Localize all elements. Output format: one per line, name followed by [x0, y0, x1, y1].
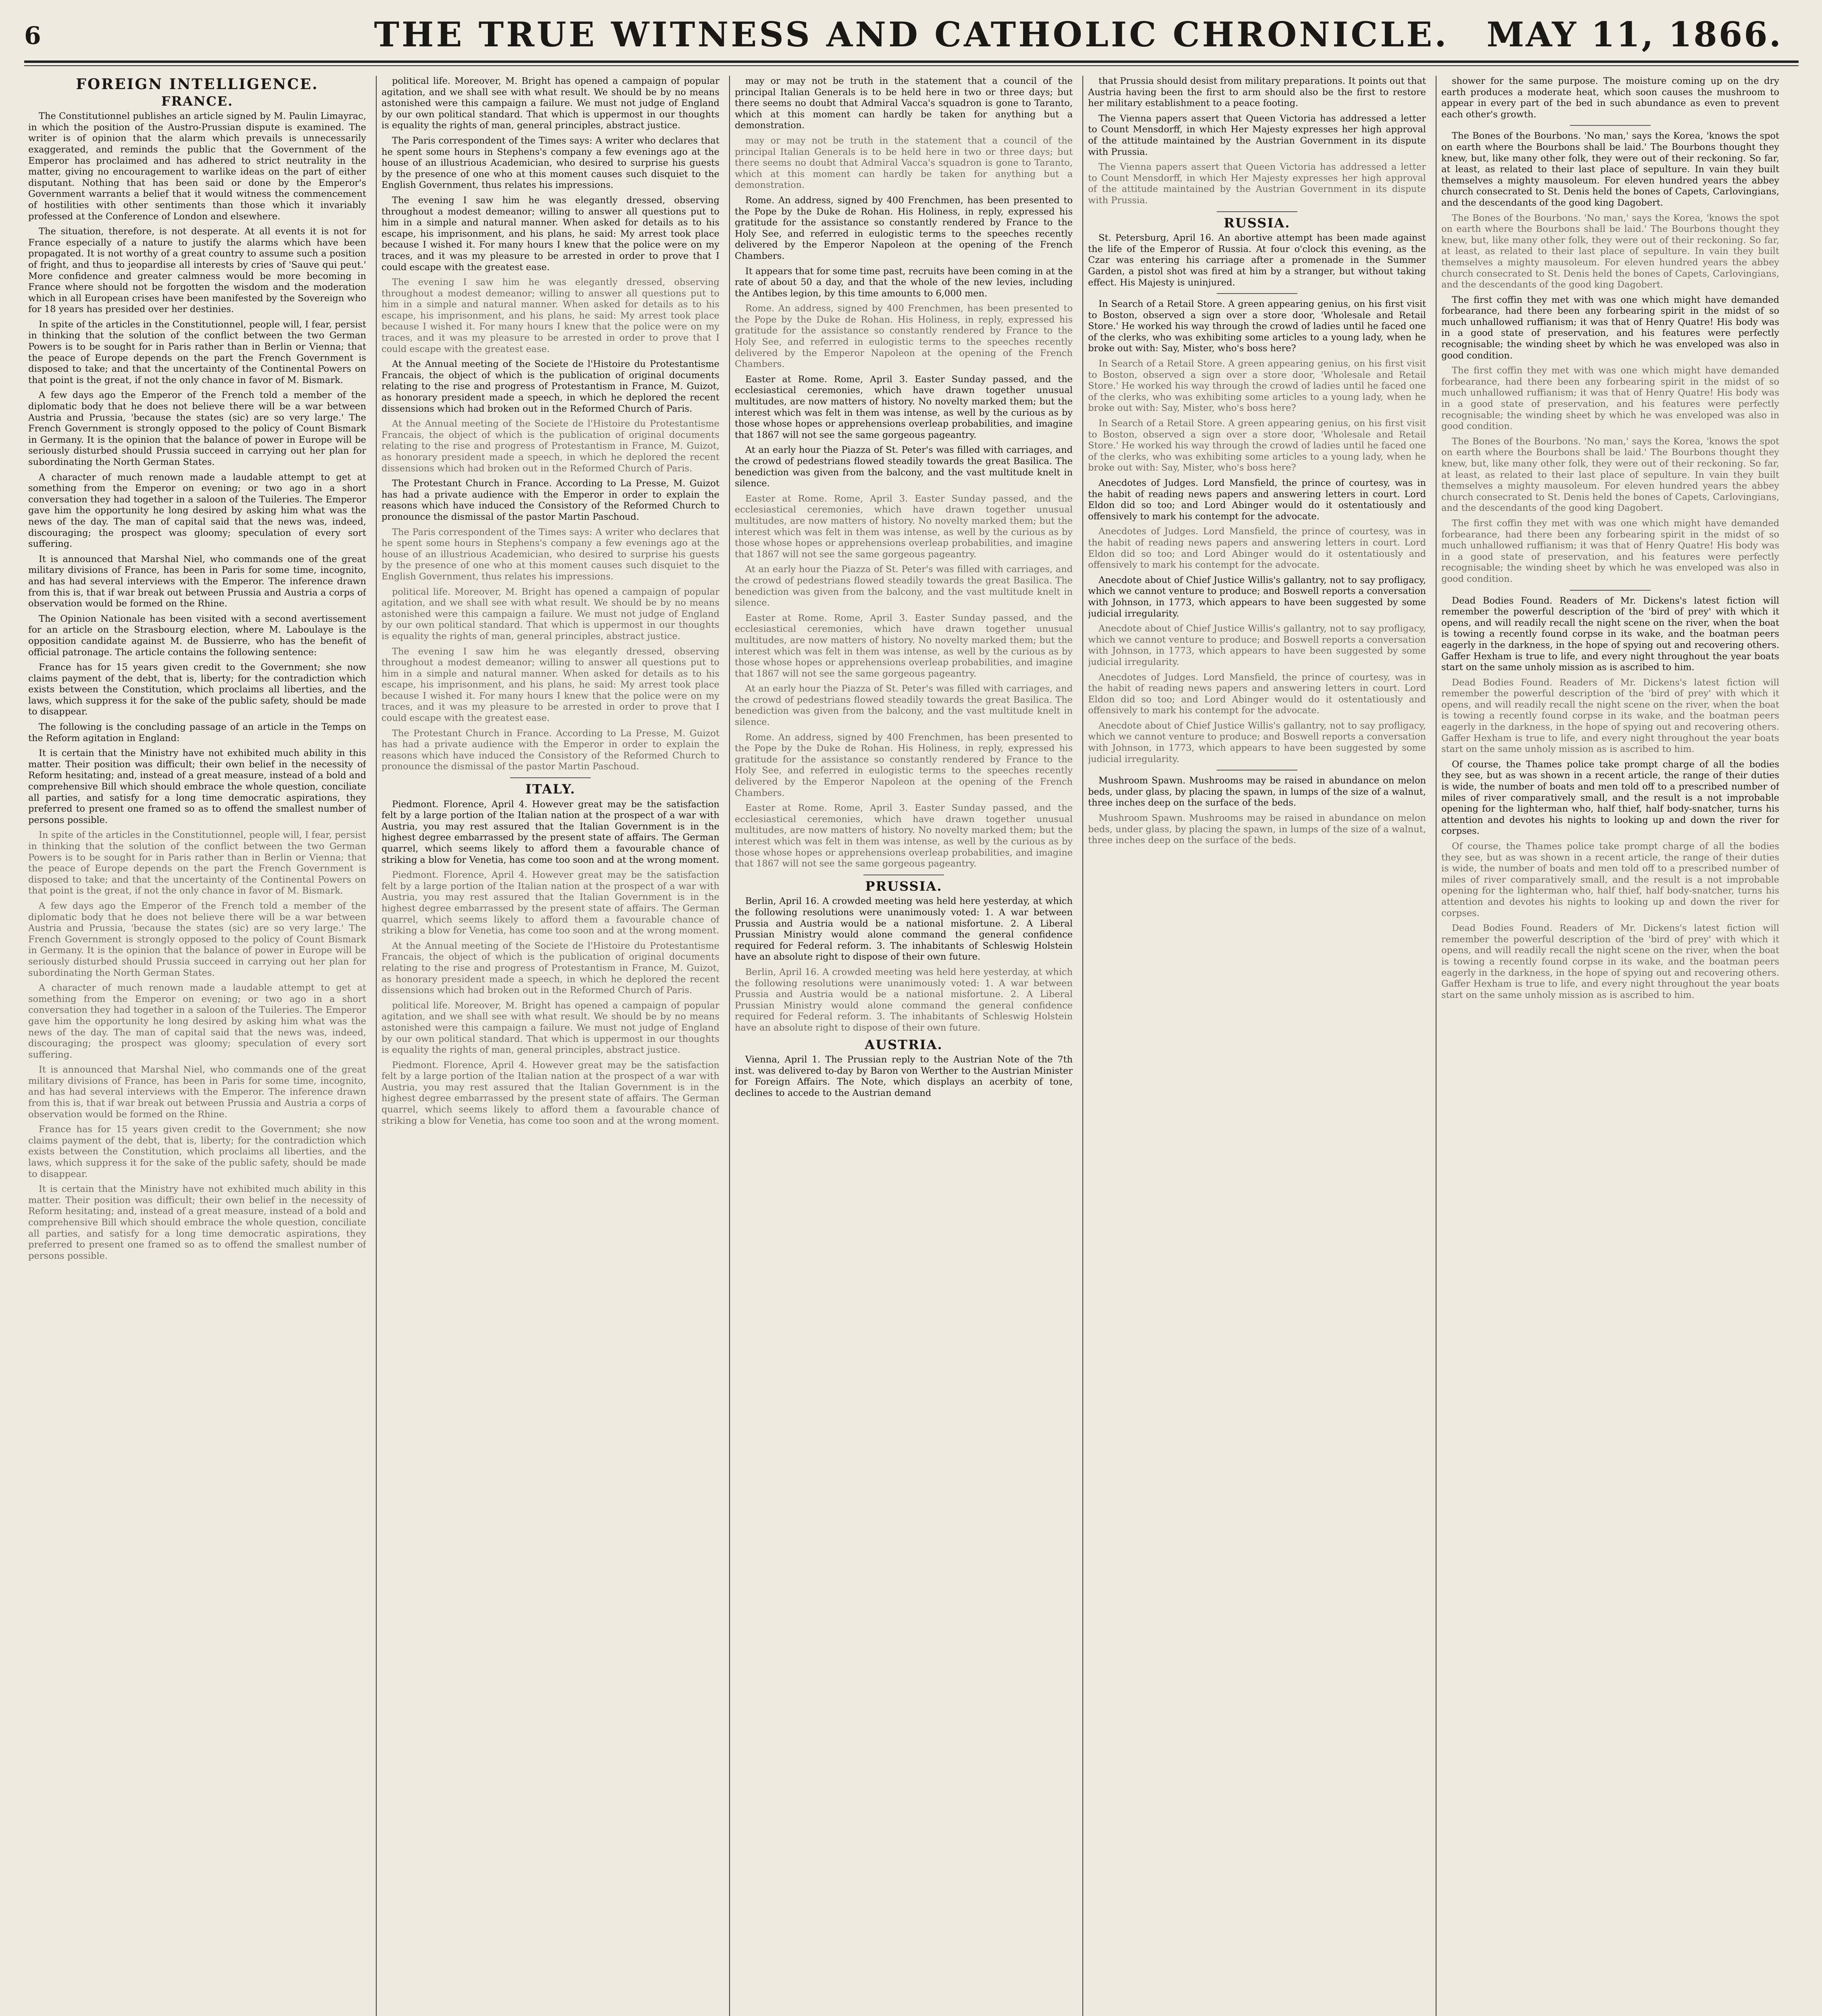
article-paragraph: In Search of a Retail Store. A green appearing genius, on his first visit to Boston, observed a sign over a store door, 'Wholesale and Retail Store.' He worked his way through the crowd of ladies until he faced one of the clerks, who was exhibiting some articles to a young lady, when he broke out with: Say, Mister, who's boss here? — [1088, 299, 1426, 354]
article-paragraph: Piedmont. Florence, April 4. However great may be the satisfaction felt by a large portion of the Italian nation at the prospect of a war with Austria, you may rest assured that the Italian Government is in the highest degree embarrassed by the present state of affairs. The German quarrel, which seems likely to afford them a favourable chance of striking a blow for Venetia, has come too soon and at the wrong moment. — [381, 799, 719, 865]
issue-date: MAY 11, 1866. — [1486, 15, 1782, 54]
article-paragraph-continuation: Anecdote about of Chief Justice Willis's gallantry, not to say profligacy, which we cannot venture to produce; and Boswell reports a conversation with Johnson, in 1773, which appears to have been suggested by some judicial irregularity. — [1088, 623, 1426, 667]
article-paragraph-continuation: It is certain that the Ministry have not exhibited much ability in this matter. Their position was difficult; their own belief in the necessity of Reform hesitating; and, instead of a great measure, instead of a bold and comprehensive Bill which should embrace the whole question, conciliate all parties, and satisfy for a long time democratic aspirations, they preferred to present one framed so as to offend the smallest number of persons possible. — [28, 1184, 366, 1261]
article-separator — [1217, 211, 1297, 212]
article-paragraph: It appears that for some time past, recruits have been coming in at the rate of about 50 a day, and that the whole of the new levies, including the Antibes legion, by this time amounts to 6,000 men. — [735, 266, 1073, 299]
article-paragraph-continuation: The first coffin they met with was one which might have demanded forbearance, had there been any forbearing spirit in the midst of so much unhallowed ruffianism; it was that of Henry Quatre! His body was in a good state of preservation, and his features were perfectly recognisable; the winding sheet by which he was enveloped was also in good condition. — [1441, 518, 1779, 584]
article-paragraph-continuation: At an early hour the Piazza of St. Peter's was filled with carriages, and the crowd of pedestrians flowed steadily towards the great Basilica. The benediction was given from the balcony, and the vast multitude knelt in silence. — [735, 683, 1073, 728]
article-paragraph-continuation: In Search of a Retail Store. A green appearing genius, on his first visit to Boston, observed a sign over a store door, 'Wholesale and Retail Store.' He worked his way through the crowd of ladies until he faced one of the clerks, who was exhibiting some articles to a young lady, when he broke out with: Say, Mister, who's boss here? — [1088, 418, 1426, 473]
article-paragraph: At an early hour the Piazza of St. Peter's was filled with carriages, and the crowd of pedestrians flowed steadily towards the great Basilica. The benediction was given from the balcony, and the vast multitude knelt in silence. — [735, 445, 1073, 489]
article-paragraph: A character of much renown made a laudable attempt to get at something from the Emperor on evening; or two ago in a short conversation they had together in a saloon of the Tuileries. The Emperor gave him the opportunity he long desired by asking him what was the news of the day. The man of capital said that the news was, indeed, discouraging; the prospect was gloomy; speculation of every sort suffering. — [28, 472, 366, 550]
masthead — [24, 12, 1799, 56]
article-paragraph: Anecdote about of Chief Justice Willis's gallantry, not to say profligacy, which we cannot venture to produce; and Boswell reports a conversation with Johnson, in 1773, which appears to have been suggested by some judicial irregularity. — [1088, 575, 1426, 619]
article-paragraph: The situation, therefore, is not desperate. At all events it is not for France especially of a nature to justify the alarms which have been propagated. It is not worthy of a great country to assume such a position of fright, and thus to jeopardise all interests by cries of 'Sauve qui peut.' More confidence and greater calmness would be more becoming in France where should not be forgotten the wisdom and the moderation which in all European crises have been manifested by the Sovereign who for 18 years has presided over her destinies. — [28, 226, 366, 315]
section-heading-russia: RUSSIA. — [1224, 215, 1290, 231]
article-paragraph-continuation: Berlin, April 16. A crowded meeting was held here yesterday, at which the following resolutions were unanimously voted: 1. A war between Prussia and Austria would be a national misfortune. 2. A Liberal Prussian Ministry would alone command the general confidence required for Federal reform. 3. The inhabitants of Schleswig Holstein have an absolute right to dispose of their own future. — [735, 966, 1073, 1033]
article-paragraph-continuation: At the Annual meeting of the Societe de l'Histoire du Protestantisme Francais, the object of which is the publication of original documents relating to the rise and progress of Protestantism in France, M. Guizot, as honorary president made a speech, in which he deplored the recent dissensions which had broken out in the Reformed Church of Paris. — [381, 940, 719, 996]
article-paragraph: Vienna, April 1. The Prussian reply to the Austrian Note of the 7th inst. was delivered to-day by Baron von Werther to the Austrian Minister for Foreign Affairs. The Note, which displays an acerbity of tone, declines to accede to the Austrian demand — [735, 1054, 1073, 1098]
article-paragraph-continuation: The evening I saw him he was elegantly dressed, observing throughout a modest demeanor; willing to answer all questions put to him in a simple and natural manner. When asked for details as to his escape, his imprisonment, and his plans, he said: My arrest took place because I wished it. For many hours I knew that the police were on my traces, and it was my pleasure to be arrested in order to prove that I could escape with the greatest ease. — [381, 646, 719, 724]
article-paragraph: Mushroom Spawn. Mushrooms may be raised in abundance on melon beds, under glass, by placing the spawn, in lumps of the size of a walnut, three inches deep on the surface of the beds. — [1088, 775, 1426, 808]
masthead-rule-bottom — [24, 65, 1799, 66]
article-paragraph-continuation: The Paris correspondent of the Times says: A writer who declares that he spent some hours in Stephens's company a few evenings ago at the house of an illustrious Academician, who desired to surprise his guests by the presence of one who at this moment causes such disquiet to the English Government, thus relates his impressions. — [381, 527, 719, 582]
article-separator — [510, 777, 591, 778]
article-paragraph: The evening I saw him he was elegantly dressed, observing throughout a modest demeanor; willing to answer all questions put to him in a simple and natural manner. When asked for details as to his escape, his imprisonment, and his plans, he said: My arrest took place because I wished it. For many hours I knew that the police were on my traces, and it was my pleasure to be arrested in order to prove that I could escape with the greatest ease. — [381, 195, 719, 273]
article-paragraph-continuation: In spite of the articles in the Constitutionnel, people will, I fear, persist in thinking that the solution of the conflict between the two German Powers is to be sought for in Paris rather than in Berlin or Vienna; that the peace of Europe depends on the part the French Government is disposed to take; and that the uncertainty of the Continental Powers on that point is the great, if not the only chance in favor of M. Bismark. — [28, 830, 366, 896]
article-paragraph-continuation: France has for 15 years given credit to the Government; she now claims payment of the debt, that is, liberty; for the contradiction which exists between the Constitution, which proclaims all liberties, and the laws, which suppress it for the sake of the public safety, should be made to disappear. — [28, 1124, 366, 1179]
article-paragraph: Anecdotes of Judges. Lord Mansfield, the prince of courtesy, was in the habit of reading news papers and answering letters in court. Lord Eldon did so too; and Lord Abinger would do it ostentatiously and offensively to mark his contempt for the advocate. — [1088, 478, 1426, 522]
article-paragraph-continuation: At the Annual meeting of the Societe de l'Histoire du Protestantisme Francais, the object of which is the publication of original documents relating to the rise and progress of Protestantism in France, M. Guizot, as honorary president made a speech, in which he deplored the recent dissensions which had broken out in the Reformed Church of Paris. — [381, 419, 719, 474]
article-paragraph-continuation: The Vienna papers assert that Queen Victoria has addressed a letter to Count Mensdorff, in which Her Majesty expresses her high approval of the attitude maintained by the Austrian Government in its dispute with Prussia. — [1088, 162, 1426, 206]
article-paragraph-continuation: Anecdotes of Judges. Lord Mansfield, the prince of courtesy, was in the habit of reading news papers and answering letters in court. Lord Eldon did so too; and Lord Abinger would do it ostentatiously and offensively to mark his contempt for the advocate. — [1088, 672, 1426, 716]
article-paragraph-continuation: Rome. An address, signed by 400 Frenchmen, has been presented to the Pope by the Duke de Rohan. His Holiness, in reply, expressed his gratitude for the assistance so constantly rendered by France to the Holy See, and referred in eulogistic terms to the speeches recently delivered by the Emperor Napoleon at the opening of the French Chambers. — [735, 732, 1073, 798]
article-separator — [1217, 293, 1297, 294]
article-paragraph: The first coffin they met with was one which might have demanded forbearance, had there been any forbearing spirit in the midst of so much unhallowed ruffianism; it was that of Henry Quatre! His body was in a good state of preservation, and his features were perfectly recognisable; the winding sheet by which he was enveloped was also in good condition. — [1441, 294, 1779, 361]
article-paragraph: may or may not be truth in the statement that a council of the principal Italian Generals is to be held here in two or three days; but there seems no doubt that Admiral Vacca's squadron is gone to Taranto, which at this moment can hardly be taken for anything but a demonstration. — [735, 76, 1073, 131]
article-paragraph: It is announced that Marshal Niel, who commands one of the great military divisions of France, has been in Paris for some time, incognito, and has had several interviews with the Emperor. The inference drawn from this is, that if war break out between Prussia and Austria a corps of observation would be formed on the Rhine. — [28, 554, 366, 609]
column-divider — [1082, 76, 1083, 2016]
newspaper-title: THE TRUE WITNESS AND CATHOLIC CHRONICLE. — [374, 15, 1449, 54]
article-paragraph-continuation: The evening I saw him he was elegantly dressed, observing throughout a modest demeanor; willing to answer all questions put to him in a simple and natural manner. When asked for details as to his escape, his imprisonment, and his plans, he said: My arrest took place because I wished it. For many hours I knew that the police were on my traces, and it was my pleasure to be arrested in order to prove that I could escape with the greatest ease. — [381, 277, 719, 354]
article-paragraph-continuation: Easter at Rome. Rome, April 3. Easter Sunday passed, and the ecclesiastical ceremonies, which have drawn together unusual multitudes, are now matters of history. No novelty marked them; but the interest which was felt in them was intense, as well by the curious as by those whose hopes or apprehensions overleap probabilities, and imagine that 1867 will not see the same gorgeous pageantry. — [735, 803, 1073, 869]
article-paragraph: France has for 15 years given credit to the Government; she now claims payment of the debt, that is, liberty; for the contradiction which exists between the Constitution, which proclaims all liberties, and the laws, which suppress it for the sake of the public safety, should be made to disappear. — [28, 662, 366, 717]
column-1 — [28, 76, 366, 2016]
article-paragraph: shower for the same purpose. The moisture coming up on the dry earth produces a moderate heat, which soon causes the mushroom to appear in every part of the bed in such abundance as even to prevent each other's growth. — [1441, 76, 1779, 120]
article-paragraph: Of course, the Thames police take prompt charge of all the bodies they see, but as was shown in a recent article, the range of their duties is wide, the number of boats and men told off to a prescribed number of miles of river comparatively small, and the result is a not improbable opening for the lighterman who, half thief, half body-snatcher, turns his attention and devotes his nights to looking up and down the river for corpses. — [1441, 759, 1779, 837]
article-paragraph-continuation: It is announced that Marshal Niel, who commands one of the great military divisions of France, has been in Paris for some time, incognito, and has had several interviews with the Emperor. The inference drawn from this is, that if war break out between Prussia and Austria a corps of observation would be formed on the Rhine. — [28, 1064, 366, 1120]
article-paragraph-continuation: political life. Moreover, M. Bright has opened a campaign of popular agitation, and we shall see with what result. We should be by no means astonished were this campaign a failure. We must not judge of England by our own political standard. That which is uppermost in our thoughts is equality the rights of man, general principles, abstract justice. — [381, 1000, 719, 1056]
article-paragraph: The Vienna papers assert that Queen Victoria has addressed a letter to Count Mensdorff, in which Her Majesty expresses her high approval of the attitude maintained by the Austrian Government in its dispute with Prussia. — [1088, 113, 1426, 157]
article-paragraph-continuation: Piedmont. Florence, April 4. However great may be the satisfaction felt by a large portion of the Italian nation at the prospect of a war with Austria, you may rest assured that the Italian Government is in the highest degree embarrassed by the present state of affairs. The German quarrel, which seems likely to afford them a favourable chance of striking a blow for Venetia, has come too soon and at the wrong moment. — [381, 1060, 719, 1126]
section-heading-foreign-intelligence: FOREIGN INTELLIGENCE. — [76, 76, 319, 93]
column-divider — [729, 76, 730, 2016]
article-paragraph-continuation: Piedmont. Florence, April 4. However great may be the satisfaction felt by a large portion of the Italian nation at the prospect of a war with Austria, you may rest assured that the Italian Government is in the highest degree embarrassed by the present state of affairs. The German quarrel, which seems likely to afford them a favourable chance of striking a blow for Venetia, has come too soon and at the wrong moment. — [381, 870, 719, 936]
column-4 — [1088, 76, 1426, 2016]
article-paragraph-continuation: The Bones of the Bourbons. 'No man,' says the Korea, 'knows the spot on earth where the Bourbons shall be laid.' The Bourbons thought they knew, but, like many other folk, they were out of their reckoning. So far, at least, as related to their last place of sepulture. In vain they built themselves a mighty mausoleum. For eleven hundred years the abbey church consecrated to St. Denis held the bones of Capets, Carlovingians, and the descendants of the good king Dagobert. — [1441, 436, 1779, 514]
column-3 — [735, 76, 1073, 2016]
article-paragraph-continuation: The first coffin they met with was one which might have demanded forbearance, had there been any forbearing spirit in the midst of so much unhallowed ruffianism; it was that of Henry Quatre! His body was in a good state of preservation, and his features were perfectly recognisable; the winding sheet by which he was enveloped was also in good condition. — [1441, 365, 1779, 432]
section-heading-prussia: PRUSSIA. — [865, 878, 942, 894]
article-paragraph-continuation: Dead Bodies Found. Readers of Mr. Dickens's latest fiction will remember the powerful description of the 'bird of prey' with which it opens, and will readily recall the night scene on the river, when the boat is towing a recently found corpse in its wake, and the boatman peers eagerly in the darkness, in the hope of spying out and recovering others. Gaffer Hexham is true to life, and every night throughout the year boats start on the same unholy mission as is ascribed to him. — [1441, 677, 1779, 755]
article-separator — [1570, 125, 1651, 126]
page-number: 6 — [24, 22, 41, 50]
article-paragraph: The Protestant Church in France. According to La Presse, M. Guizot has had a private audience with the Emperor in order to explain the reasons which have induced the Consistory of the Reformed Church to pronounce the dismissal of the pastor Martin Paschoud. — [381, 478, 719, 522]
article-paragraph-continuation: The Bones of the Bourbons. 'No man,' says the Korea, 'knows the spot on earth where the Bourbons shall be laid.' The Bourbons thought they knew, but, like many other folk, they were out of their reckoning. So far, at least, as related to their last place of sepulture. In vain they built themselves a mighty mausoleum. For eleven hundred years the abbey church consecrated to St. Denis held the bones of Capets, Carlovingians, and the descendants of the good king Dagobert. — [1441, 212, 1779, 290]
article-paragraph-continuation: At an early hour the Piazza of St. Peter's was filled with carriages, and the crowd of pedestrians flowed steadily towards the great Basilica. The benediction was given from the balcony, and the vast multitude knelt in silence. — [735, 564, 1073, 608]
article-paragraph: The Bones of the Bourbons. 'No man,' says the Korea, 'knows the spot on earth where the Bourbons shall be laid.' The Bourbons thought they knew, but, like many other folk, they were out of their reckoning. So far, at least, as related to their last place of sepulture. In vain they built themselves a mighty mausoleum. For eleven hundred years the abbey church consecrated to St. Denis held the bones of Capets, Carlovingians, and the descendants of the good king Dagobert. — [1441, 131, 1779, 208]
article-paragraph-continuation: Of course, the Thames police take prompt charge of all the bodies they see, but as was shown in a recent article, the range of their duties is wide, the number of boats and men told off to a prescribed number of miles of river comparatively small, and the result is a not improbable opening for the lighterman who, half thief, half body-snatcher, turns his attention and devotes his nights to looking up and down the river for corpses. — [1441, 841, 1779, 918]
article-paragraph-continuation: Anecdotes of Judges. Lord Mansfield, the prince of courtesy, was in the habit of reading news papers and answering letters in court. Lord Eldon did so too; and Lord Abinger would do it ostentatiously and offensively to mark his contempt for the advocate. — [1088, 526, 1426, 571]
article-paragraph: The Constitutionnel publishes an article signed by M. Paulin Limayrac, in which the position of the Austro-Prussian dispute is examined. The writer is of opinion that the alarm which prevails is unnecessarily exaggerated, and reminds the public that the Government of the Emperor has proclaimed and has adhered to strict neutrality in the matter, giving no encouragement to warlike ideas on the part of either disputant. Nothing that has been said or done by the Emperor's Government warrants a belief that it would witness the commencement of hostilities with other sentiments than those which it invariably professed at the Conference of London and elsewhere. — [28, 111, 366, 222]
article-paragraph: St. Petersburg, April 16. An abortive attempt has been made against the life of the Emperor of Russia. At four o'clock this evening, as the Czar was entering his carriage after a promenade in the Summer Garden, a pistol shot was fired at him by a stranger, but without taking effect. His Majesty is uninjured. — [1088, 233, 1426, 288]
article-paragraph-continuation: Mushroom Spawn. Mushrooms may be raised in abundance on melon beds, under glass, by placing the spawn, in lumps of the size of a walnut, three inches deep on the surface of the beds. — [1088, 813, 1426, 846]
article-paragraph-continuation: A few days ago the Emperor of the French told a member of the diplomatic body that he does not believe there will be a war between Austria and Prussia, 'because the states (sic) are so very large.' The French Government is strongly opposed to the policy of Count Bismark in Germany. It is the opinion that the balance of power in Europe will be seriously disturbed should Prussia succeed in carrying out her plan for subordinating the North German States. — [28, 900, 366, 978]
masthead-rule-top — [24, 60, 1799, 63]
article-paragraph-continuation: The Protestant Church in France. According to La Presse, M. Guizot has had a private audience with the Emperor in order to explain the reasons which have induced the Consistory of the Reformed Church to pronounce the dismissal of the pastor Martin Paschoud. — [381, 728, 719, 772]
article-paragraph-continuation: Easter at Rome. Rome, April 3. Easter Sunday passed, and the ecclesiastical ceremonies, which have drawn together unusual multitudes, are now matters of history. No novelty marked them; but the interest which was felt in them was intense, as well by the curious as by those whose hopes or apprehensions overleap probabilities, and imagine that 1867 will not see the same gorgeous pageantry. — [735, 493, 1073, 560]
article-paragraph-continuation: Dead Bodies Found. Readers of Mr. Dickens's latest fiction will remember the powerful description of the 'bird of prey' with which it opens, and will readily recall the night scene on the river, when the boat is towing a recently found corpse in its wake, and the boatman peers eagerly in the darkness, in the hope of spying out and recovering others. Gaffer Hexham is true to life, and every night throughout the year boats start on the same unholy mission as is ascribed to him. — [1441, 923, 1779, 1000]
column-2 — [381, 76, 719, 2016]
article-paragraph: The Opinion Nationale has been visited with a second avertissement for an article on the Strasbourg election, where M. Laboulaye is the opposition candidate against M. de Bussierre, who has the benefit of official patronage. The article contains the following sentence: — [28, 613, 366, 658]
article-paragraph: political life. Moreover, M. Bright has opened a campaign of popular agitation, and we shall see with what result. We should be by no means astonished were this campaign a failure. We must not judge of England by our own political standard. That which is uppermost in our thoughts is equality the rights of man, general principles, abstract justice. — [381, 76, 719, 131]
article-paragraph: At the Annual meeting of the Societe de l'Histoire du Protestantisme Francais, the object of which is the publication of original documents relating to the rise and progress of Protestantism in France, M. Guizot, as honorary president made a speech, in which he deplored the recent dissensions which had broken out in the Reformed Church of Paris. — [381, 359, 719, 414]
section-heading-italy: ITALY. — [525, 781, 576, 797]
article-paragraph-continuation: Anecdote about of Chief Justice Willis's gallantry, not to say profligacy, which we cannot venture to produce; and Boswell reports a conversation with Johnson, in 1773, which appears to have been suggested by some judicial irregularity. — [1088, 720, 1426, 764]
article-paragraph-continuation: political life. Moreover, M. Bright has opened a campaign of popular agitation, and we shall see with what result. We should be by no means astonished were this campaign a failure. We must not judge of England by our own political standard. That which is uppermost in our thoughts is equality the rights of man, general principles, abstract justice. — [381, 586, 719, 641]
article-paragraph: Berlin, April 16. A crowded meeting was held here yesterday, at which the following resolutions were unanimously voted: 1. A war between Prussia and Austria would be a national misfortune. 2. A Liberal Prussian Ministry would alone command the general confidence required for Federal reform. 3. The inhabitants of Schleswig Holstein have an absolute right to dispose of their own future. — [735, 896, 1073, 962]
column-5 — [1441, 76, 1779, 2016]
article-paragraph: Easter at Rome. Rome, April 3. Easter Sunday passed, and the ecclesiastical ceremonies, which have drawn together unusual multitudes, are now matters of history. No novelty marked them; but the interest which was felt in them was intense, as well by the curious as by those whose hopes or apprehensions overleap probabilities, and imagine that 1867 will not see the same gorgeous pageantry. — [735, 374, 1073, 440]
column-divider — [376, 76, 377, 2016]
article-paragraph-continuation: Rome. An address, signed by 400 Frenchmen, has been presented to the Pope by the Duke de Rohan. His Holiness, in reply, expressed his gratitude for the assistance so constantly rendered by France to the Holy See, and referred in eulogistic terms to the speeches recently delivered by the Emperor Napoleon at the opening of the French Chambers. — [735, 303, 1073, 370]
article-paragraph-continuation: Easter at Rome. Rome, April 3. Easter Sunday passed, and the ecclesiastical ceremonies, which have drawn together unusual multitudes, are now matters of history. No novelty marked them; but the interest which was felt in them was intense, as well by the curious as by those whose hopes or apprehensions overleap probabilities, and imagine that 1867 will not see the same gorgeous pageantry. — [735, 612, 1073, 679]
article-paragraph: The following is the concluding passage of an article in the Temps on the Reform agitation in England: — [28, 722, 366, 744]
article-paragraph: The Paris correspondent of the Times says: A writer who declares that he spent some hours in Stephens's company a few evenings ago at the house of an illustrious Academician, who desired to surprise his guests by the presence of one who at this moment causes such disquiet to the English Government, thus relates his impressions. — [381, 135, 719, 191]
article-paragraph: that Prussia should desist from military preparations. It points out that Austria having been the first to arm should also be the first to restore her military establishment to a peace footing. — [1088, 76, 1426, 109]
section-heading-france: FRANCE. — [161, 93, 233, 109]
section-heading-austria: AUSTRIA. — [865, 1037, 943, 1052]
article-paragraph-continuation: may or may not be truth in the statement that a council of the principal Italian Generals is to be held here in two or three days; but there seems no doubt that Admiral Vacca's squadron is gone to Taranto, which at this moment can hardly be taken for anything but a demonstration. — [735, 135, 1073, 191]
article-paragraph-continuation: A character of much renown made a laudable attempt to get at something from the Emperor on evening; or two ago in a short conversation they had together in a saloon of the Tuileries. The Emperor gave him the opportunity he long desired by asking him what was the news of the day. The man of capital said that the news was, indeed, discouraging; the prospect was gloomy; speculation of every sort suffering. — [28, 983, 366, 1060]
article-paragraph-continuation: In Search of a Retail Store. A green appearing genius, on his first visit to Boston, observed a sign over a store door, 'Wholesale and Retail Store.' He worked his way through the crowd of ladies until he faced one of the clerks, who was exhibiting some articles to a young lady, when he broke out with: Say, Mister, who's boss here? — [1088, 358, 1426, 414]
article-paragraph: In spite of the articles in the Constitutionnel, people will, I fear, persist in thinking that the solution of the conflict between the two German Powers is to be sought for in Paris rather than in Berlin or Vienna; that the peace of Europe depends on the part the French Government is disposed to take; and that the uncertainty of the Continental Powers on that point is the great, if not the only chance in favor of M. Bismark. — [28, 319, 366, 385]
article-paragraph: A few days ago the Emperor of the French told a member of the diplomatic body that he does not believe there will be a war between Austria and Prussia, 'because the states (sic) are so very large.' The French Government is strongly opposed to the policy of Count Bismark in Germany. It is the opinion that the balance of power in Europe will be seriously disturbed should Prussia succeed in carrying out her plan for subordinating the North German States. — [28, 390, 366, 467]
article-paragraph: It is certain that the Ministry have not exhibited much ability in this matter. Their position was difficult; their own belief in the necessity of Reform hesitating; and, instead of a great measure, instead of a bold and comprehensive Bill which should embrace the whole question, conciliate all parties, and satisfy for a long time democratic aspirations, they preferred to present one framed so as to offend the smallest number of persons possible. — [28, 748, 366, 825]
article-separator — [1570, 590, 1651, 591]
article-separator — [1217, 770, 1297, 771]
article-paragraph: Rome. An address, signed by 400 Frenchmen, has been presented to the Pope by the Duke de Rohan. His Holiness, in reply, expressed his gratitude for the assistance so constantly rendered by France to the Holy See, and referred in eulogistic terms to the speeches recently delivered by the Emperor Napoleon at the opening of the French Chambers. — [735, 195, 1073, 261]
article-paragraph: Dead Bodies Found. Readers of Mr. Dickens's latest fiction will remember the powerful description of the 'bird of prey' with which it opens, and will readily recall the night scene on the river, when the boat is towing a recently found corpse in its wake, and the boatman peers eagerly in the darkness, in the hope of spying out and recovering others. Gaffer Hexham is true to life, and every night throughout the year boats start on the same unholy mission as is ascribed to him. — [1441, 595, 1779, 673]
